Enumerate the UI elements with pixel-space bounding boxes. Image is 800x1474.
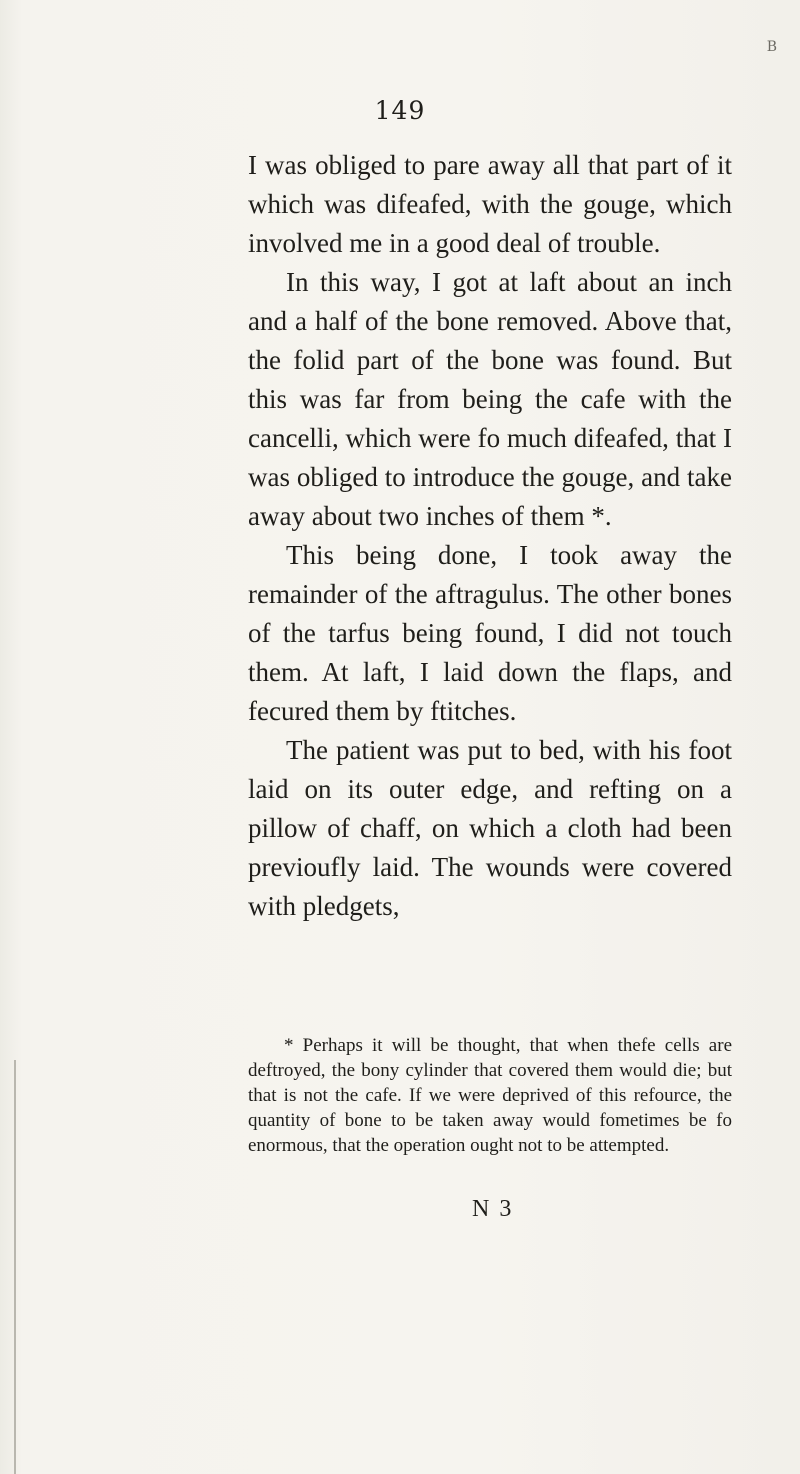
paragraph: In this way, I got at laft about an inch and a half of the bone removed. Above that, the folid part of the bone was found. But this was far from being the cafe with the cancelli, which were fo much difeafed, that I was obliged to introduce the gouge, and take away about two inches of them *. <box>248 267 732 531</box>
corner-mark: B <box>766 39 777 55</box>
page-number: 149 <box>374 96 426 125</box>
main-text <box>248 146 732 926</box>
page-edge-line <box>14 1060 16 1474</box>
paragraph: The patient was put to bed, with his foot laid on its outer edge, and refting on a pillow of chaff, on which a cloth had been previoufly laid. The wounds were covered with pledgets, <box>248 735 732 921</box>
footnote: * Perhaps it will be thought, that when thefe cells are deftroyed, the bony cylinder that covered them would die; but that is not the cafe. If we were deprived of this refource, the quantity of bone to be taken away would fometimes be fo enormous, that the operation ought not to be attempted. <box>248 1035 732 1156</box>
paragraph: This being done, I took away the remainder of the aftragulus. The other bones of the tarfus being found, I did not touch them. At laft, I laid down the flaps, and fecured them by ftitches. <box>248 540 732 726</box>
paragraph: I was obliged to pare away all that part of it which was difeafed, with the gouge, which involved me in a good deal of trouble. <box>248 150 732 258</box>
signature-mark: N 3 <box>472 1196 514 1222</box>
